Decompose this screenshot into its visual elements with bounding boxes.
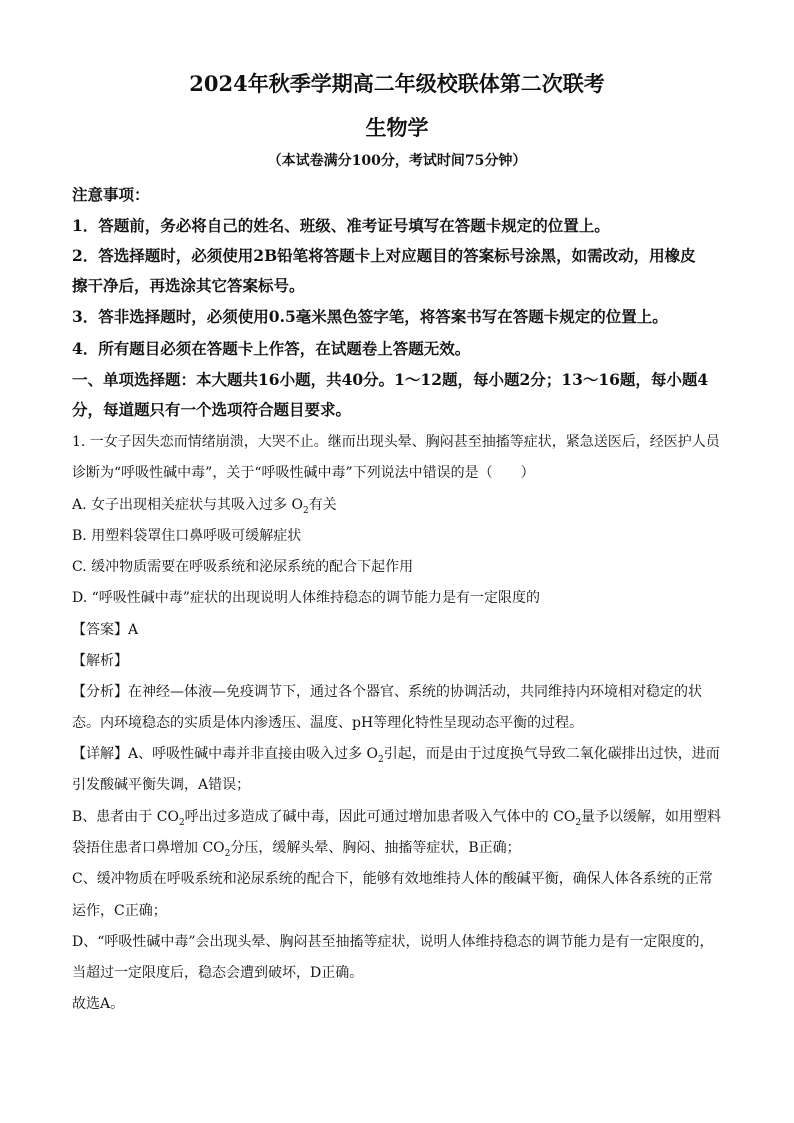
question-stem-line2: 诊断为“呼吸性碱中毒”，关于“呼吸性碱中毒”下列说法中错误的是（ ）: [72, 465, 535, 481]
section-heading-line1: 一、单项选择题：本大题共16小题，共40分。1～12题，每小题2分；13～16题，每小题4: [72, 370, 709, 389]
option-a-text: A. 女子出现相关症状与其吸入过多 O: [72, 497, 303, 513]
analysis-heading: 【解析】: [72, 653, 128, 669]
option-c: C. 缓冲物质需要在呼吸系统和泌尿系统的配合下起作用: [72, 559, 414, 575]
exam-title: 2024年秋季学期高二年级校联体第二次联考: [189, 71, 605, 96]
detail-b2-text: 袋捂住患者口鼻增加 CO: [72, 840, 225, 856]
notice-heading: 注意事项：: [72, 185, 150, 204]
notice-item-2b: 擦干净后，再选涂其它答案标号。: [72, 276, 305, 295]
subject-title: 生物学: [365, 115, 429, 140]
detail-b-text: B、患者由于 CO: [72, 809, 179, 825]
detail-d-line1: D、“呼吸性碱中毒”会出现头晕、胸闷甚至抽搐等症状，说明人体维持稳态的调节能力是有一定限度的，: [72, 934, 714, 950]
section-heading-line2: 分，每道题只有一个选项符合题目要求。: [72, 400, 352, 419]
detail-b2-text-end: 分压，缓解头晕、胸闷、抽搐等症状，B正确；: [230, 840, 521, 856]
exam-info: （本试卷满分100分，考试时间75分钟）: [267, 153, 527, 169]
subscript: 2: [178, 817, 185, 826]
question-stem-line1: 1. 一女子因失恋而情绪崩溃，大哭不止。继而出现头晕、胸闷甚至抽搐等症状，紧急送医后，经医护人员: [72, 434, 720, 450]
subscript: 2: [378, 754, 384, 763]
detail-b-line2: [72, 837, 722, 857]
detail-a-text-end: 引起，而是由于过度换气导致二氧化碳排出过快，进而: [383, 746, 720, 762]
detail-c-line2: 运作，C正确；: [72, 903, 167, 919]
option-a-text-end: 有关: [308, 497, 337, 513]
analysis-fenxi-line2: 态。内环境稳态的实质是体内渗透压、温度、pH等理化特性呈现动态平衡的过程。: [72, 715, 584, 731]
detail-a-text: 【详解】A、呼吸性碱中毒并非直接由吸入过多 O: [72, 746, 379, 762]
detail-b-line1: [72, 806, 722, 826]
detail-a-line2: 引发酸碱平衡失调，A错误；: [72, 777, 251, 793]
subscript: 2: [302, 505, 309, 514]
detail-c-line1: C、缓冲物质在呼吸系统和泌尿系统的配合下，能够有效地维持人体的酸碱平衡，确保人体各系统的正常: [72, 871, 713, 887]
detail-b-text-end: 量予以缓解，如用塑料: [581, 809, 722, 825]
answer-line: 【答案】A: [72, 622, 139, 638]
detail-a-line1: [72, 743, 722, 763]
detail-b-text-mid: 呼出过多造成了碱中毒，因此可通过增加患者吸入气体中的 CO: [184, 809, 576, 825]
subscript: 2: [224, 848, 231, 857]
notice-item-3: 3．答非选择题时，必须使用0.5毫米黑色签字笔，将答案书写在答题卡规定的位置上。: [72, 307, 668, 326]
detail-d-line2: 当超过一定限度后，稳态会遭到破坏，D正确。: [72, 965, 364, 981]
option-d: D. “呼吸性碱中毒”症状的出现说明人体维持稳态的调节能力是有一定限度的: [72, 590, 540, 606]
conclusion: 故选A。: [72, 996, 125, 1012]
subscript: 2: [575, 817, 582, 826]
option-a: [72, 494, 722, 514]
notice-item-1: 1．答题前，务必将自己的姓名、班级、准考证号填写在答题卡规定的位置上。: [72, 216, 610, 235]
notice-item-4: 4．所有题目必须在答题卡上作答，在试题卷上答题无效。: [72, 339, 471, 358]
analysis-fenxi-line1: 【分析】在神经—体液—免疫调节下，通过各个器官、系统的协调活动，共同维持内环境相对稳定的状: [72, 684, 702, 700]
option-b: B. 用塑料袋罩住口鼻呼吸可缓解症状: [72, 528, 302, 544]
notice-item-2a: 2．答选择题时，必须使用2B铅笔将答题卡上对应题目的答案标号涂黑，如需改动，用橡皮: [72, 246, 696, 265]
